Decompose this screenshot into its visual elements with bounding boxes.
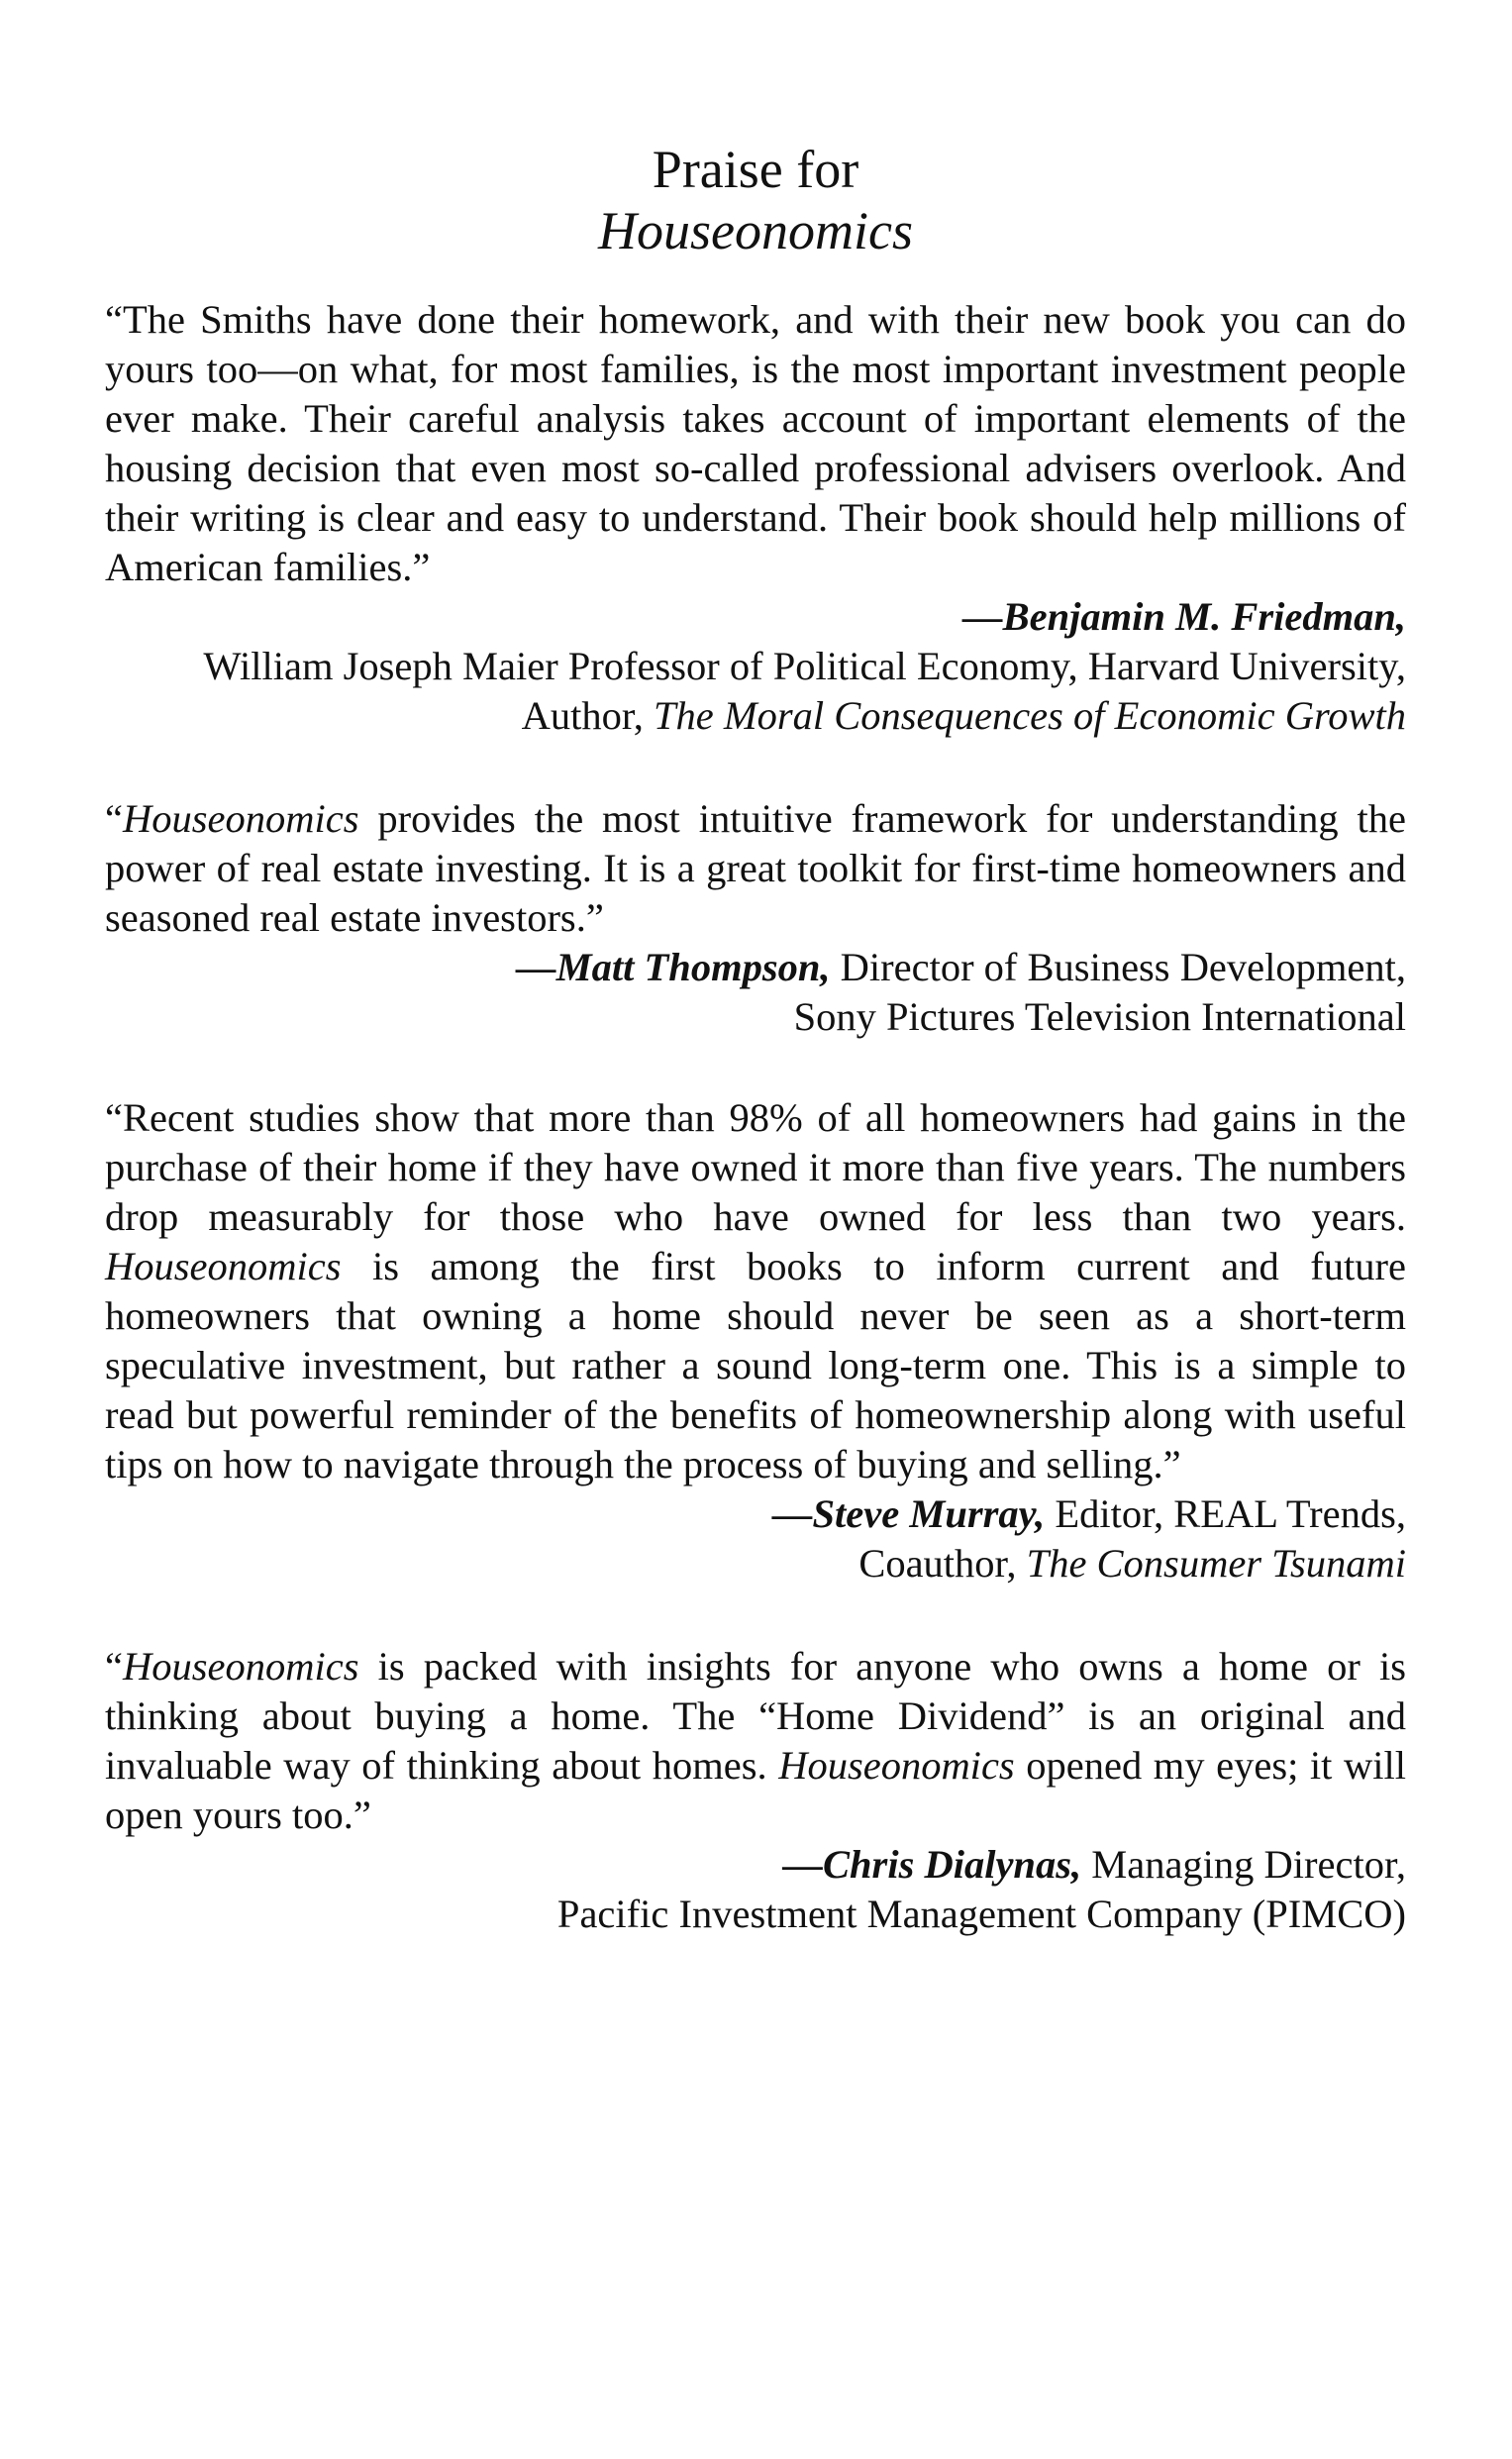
endorser-role: Editor, REAL Trends,: [1045, 1491, 1406, 1536]
book-title-inline: Houseonomics: [122, 796, 359, 841]
endorser-coauthor-label: Coauthor,: [858, 1541, 1027, 1586]
endorsement-attribution: [105, 1489, 1406, 1588]
endorser-organization: Sony Pictures Television International: [793, 994, 1406, 1039]
endorser-name: —Chris Dialynas,: [782, 1842, 1082, 1887]
endorsement-thompson: [105, 794, 1406, 1042]
heading-book-title: Houseonomics: [598, 201, 913, 260]
page-heading: [105, 139, 1406, 261]
endorsement-dialynas: [105, 1642, 1406, 1939]
endorser-book-title: The Consumer Tsunami: [1026, 1541, 1406, 1586]
endorser-name: —Matt Thompson,: [516, 945, 831, 989]
endorsement-attribution: [105, 592, 1406, 741]
endorser-organization: Pacific Investment Management Company (PIMCO): [556, 1892, 1406, 1936]
endorsement-friedman: [105, 295, 1406, 741]
endorsement-quote: “Recent studies show that more than 98% of all homeowners had gains in the purchase of their home if they have owned it more than five years. The numbers drop measurably for those who have owned for less than two years. Houseonomics is among the first books to inform current and future homeowners that owning a home should never be seen as a short-term speculative investment, but rather a sound long-term one. This is a simple to read but powerful reminder of the benefits of homeownership along with useful tips on how to navigate through the process of buying and selling.”: [105, 1095, 1406, 1486]
endorser-name: —Steve Murray,: [771, 1491, 1046, 1536]
endorser-role: Managing Director,: [1081, 1842, 1406, 1887]
endorser-author-label: Author,: [521, 693, 654, 738]
endorser-name: —Benjamin M. Friedman,: [962, 594, 1406, 639]
endorsement-quote: “The Smiths have done their homework, and with their new book you can do yours too—on what, for most families, is the most important investment people ever make. Their careful analysis takes account of important elements of the housing decision that even most so-called professional advisers overlook. And their writing is clear and easy to understand. Their book should help millions of American families.”: [105, 297, 1406, 589]
endorser-position: William Joseph Maier Professor of Political Economy, Harvard University,: [203, 644, 1406, 688]
heading-praise-for: Praise for: [652, 140, 859, 199]
praise-page: [105, 139, 1406, 1989]
endorser-role: Director of Business Development,: [830, 945, 1406, 989]
book-title-inline: Houseonomics: [105, 1244, 342, 1288]
endorsement-attribution: [105, 943, 1406, 1042]
endorsement-quote: “Houseonomics is packed with insights for anyone who owns a home or is thinking about buying a home. The “Home Dividend” is an original and invaluable way of thinking about homes. Houseonomics opened my eyes; it will open yours too.”: [105, 1644, 1406, 1837]
endorser-book-title: The Moral Consequences of Economic Growth: [653, 693, 1406, 738]
book-title-inline: Houseonomics: [778, 1743, 1015, 1788]
book-title-inline: Houseonomics: [122, 1644, 359, 1689]
endorsement-murray: [105, 1093, 1406, 1588]
endorsement-quote: “Houseonomics provides the most intuitive framework for understanding the power of real estate investing. It is a great toolkit for first-time homeowners and seasoned real estate investors.”: [105, 796, 1406, 940]
endorsement-attribution: [105, 1840, 1406, 1939]
